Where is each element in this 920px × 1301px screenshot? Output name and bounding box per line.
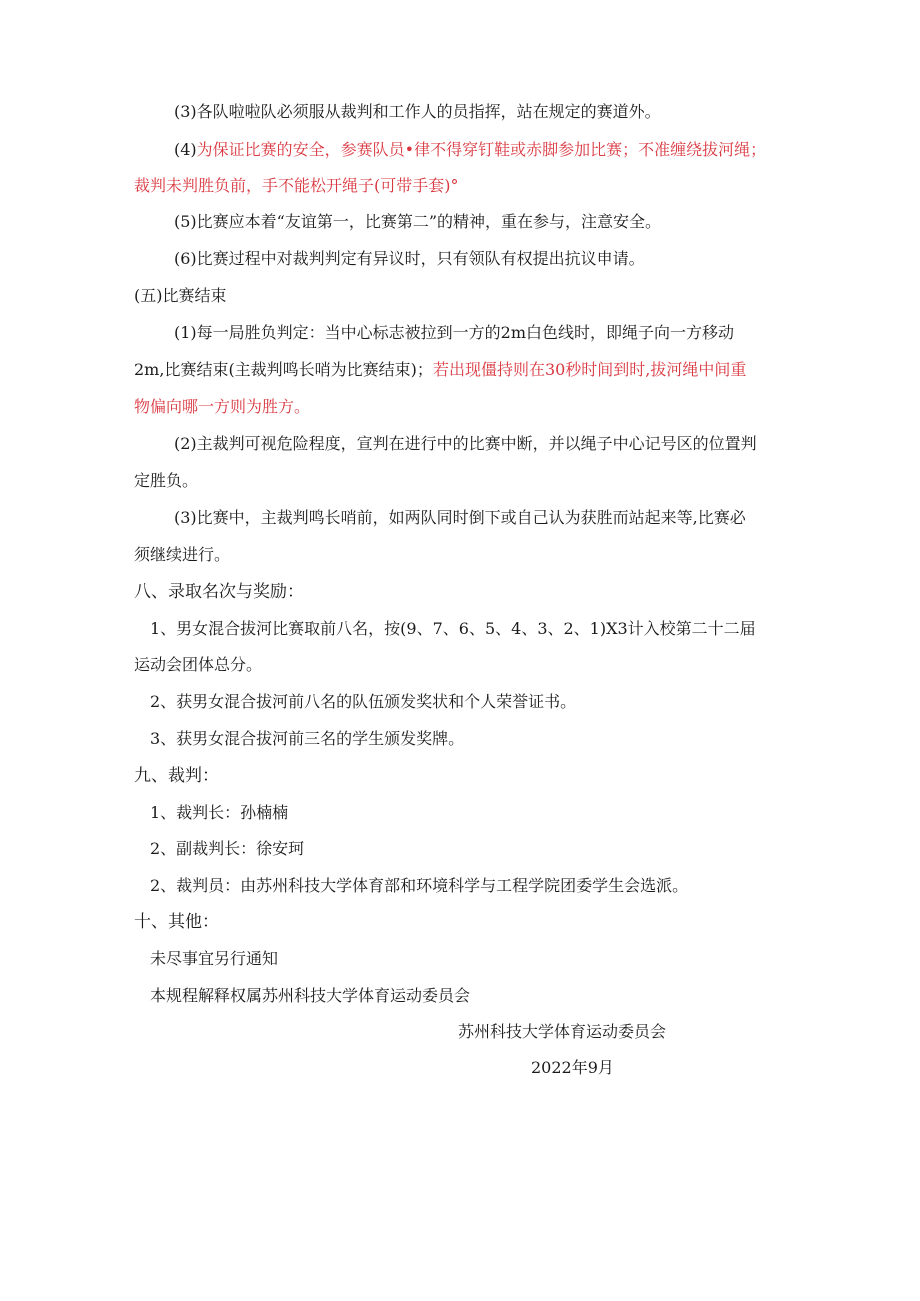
other-note-2: 本规程解释权属苏州科技大学体育运动委员会 bbox=[150, 986, 471, 1005]
signature-organization: 苏州科技大学体育运动委员会 bbox=[458, 1022, 667, 1041]
end-2-line-1: (2)主裁判可视危险程度，宣判在进行中的比赛中断，并以绳子中心记号区的位置判 bbox=[174, 434, 757, 453]
other-note-1: 未尽事宜另行通知 bbox=[150, 949, 279, 968]
rule-3: (3)各队啦啦队必须服从裁判和工作人的员指挥，站在规定的赛道外。 bbox=[174, 102, 661, 121]
end-1-line-2 bbox=[134, 358, 746, 382]
rule-4-line-2: 裁判未判胜负前，手不能松开绳子(可带手套)° bbox=[134, 176, 459, 195]
end-1-line-3: 物偏向哪一方则为胜方。 bbox=[134, 397, 311, 416]
rule-4-line-1 bbox=[174, 138, 766, 162]
rule-4-red-text: 为保证比赛的安全，参赛队员•律不得穿钉鞋或赤脚参加比赛；不准缠绕拔河绳； bbox=[196, 140, 767, 159]
section-heading-referees: 九、裁判： bbox=[134, 766, 219, 786]
rule-6: (6)比赛过程中对裁判判定有异议时，只有领队有权提出抗议申请。 bbox=[174, 249, 645, 268]
end-1-line-1: (1)每一局胜负判定：当中心标志被拉到一方的2m白色线时，即绳子向一方移动 bbox=[174, 323, 735, 342]
award-1-line-2: 运动会团体总分。 bbox=[134, 655, 263, 674]
rule-4-number: (4) bbox=[174, 140, 197, 159]
end-3-line-1: (3)比赛中，主裁判鸣长哨前，如两队同时倒下或自己认为获胜而站起来等,比赛必 bbox=[174, 508, 746, 527]
referee-staff: 2、裁判员：由苏州科技大学体育部和环境科学与工程学院团委学生会选派。 bbox=[150, 876, 689, 895]
award-1-line-1: 1、男女混合拔河比赛取前八名，按(9、7、6、5、4、3、2、1)X3计入校第二十二届 bbox=[150, 619, 756, 638]
section-heading-other: 十、其他： bbox=[134, 912, 219, 932]
referee-deputy: 2、副裁判长：徐安珂 bbox=[150, 839, 305, 858]
rule-5: (5)比赛应本着“友谊第一，比赛第二”的精神，重在参与，注意安全。 bbox=[174, 212, 662, 231]
award-2: 2、获男女混合拔河前八名的队伍颁发奖状和个人荣誉证书。 bbox=[150, 692, 577, 711]
signature-date: 2022年9月 bbox=[531, 1058, 614, 1077]
section-heading-awards: 八、录取名次与奖励： bbox=[134, 582, 304, 602]
end-1-red-text: 若出现僵持则在30秒时间到时,拔河绳中间重 bbox=[432, 360, 747, 379]
section-heading-match-end: (五)比赛结束 bbox=[134, 286, 227, 305]
end-3-line-2: 须继续进行。 bbox=[134, 545, 231, 564]
award-3: 3、获男女混合拔河前三名的学生颁发奖牌。 bbox=[150, 729, 465, 748]
end-2-line-2: 定胜负。 bbox=[134, 471, 199, 490]
end-1-black-text: 2m,比赛结束(主裁判鸣长哨为比赛结束)； bbox=[134, 360, 433, 379]
referee-chief: 1、裁判长：孙楠楠 bbox=[150, 803, 289, 822]
